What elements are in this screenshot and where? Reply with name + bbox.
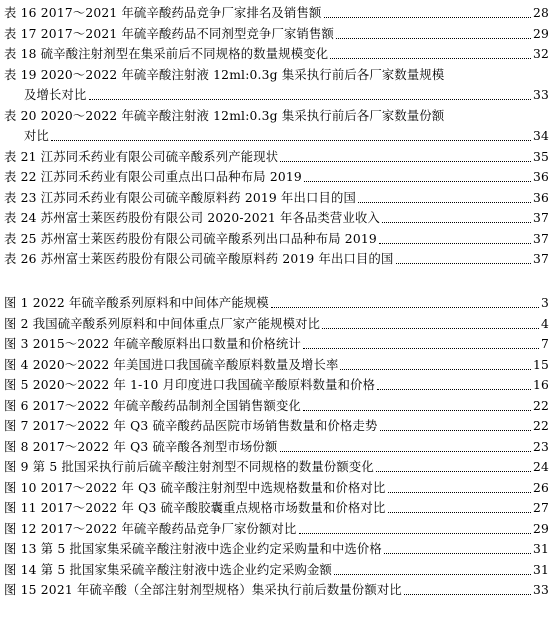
- dot-leader: [396, 263, 531, 264]
- entry-line: [4, 396, 549, 416]
- entry-line: [4, 293, 549, 313]
- entry-label: 表: [4, 67, 17, 82]
- page-number: 31: [532, 562, 549, 577]
- entry-title: [4, 355, 338, 375]
- entry-text: 8 2017～2022 年 Q3 硫辛酸各剂型市场份额: [20, 439, 278, 454]
- entry-title: [4, 334, 301, 354]
- entry-label: 图: [4, 542, 17, 556]
- entry-label: 表: [4, 26, 17, 41]
- entry-line: [4, 3, 549, 23]
- page-number: 33: [532, 88, 549, 102]
- entry-title: [4, 293, 269, 313]
- entry-line: [4, 560, 549, 580]
- entry-line: [4, 24, 549, 44]
- entry-text: 1 2022 年硫辛酸系列原料和中间体产能规模: [20, 296, 269, 310]
- dot-leader: [324, 17, 531, 18]
- dot-leader: [322, 328, 539, 329]
- entry-title: [4, 457, 374, 477]
- dot-leader: [382, 222, 531, 223]
- entry-title: [4, 314, 320, 334]
- entry-label: 图: [4, 562, 17, 577]
- entry-line: [4, 478, 549, 498]
- entry-line: [4, 416, 549, 436]
- entry-text: 13 第 5 批国家集采硫辛酸注射液中选企业约定采购量和中选价格: [20, 542, 382, 556]
- entry-line: [4, 498, 549, 518]
- entry-title: [4, 580, 402, 600]
- entry-text: 24 苏州富士莱医药股份有限公司 2020-2021 年各品类营业收入: [20, 211, 380, 225]
- page-number: 37: [532, 231, 549, 246]
- entry-line: [4, 229, 549, 249]
- dot-leader: [384, 553, 531, 554]
- entry-text: 3 2015～2022 年硫辛酸原料出口数量和价格统计: [20, 337, 301, 351]
- entry-title: [4, 437, 278, 457]
- entry-label: 图: [4, 419, 17, 433]
- entry-line-continued: [24, 126, 549, 146]
- dot-leader: [89, 99, 531, 100]
- entry-line: [4, 457, 549, 477]
- dot-leader: [303, 410, 531, 411]
- entry-label: 表: [4, 47, 17, 61]
- entry-title: [4, 65, 444, 85]
- entry-label: 表: [4, 190, 17, 205]
- dot-leader: [358, 202, 531, 203]
- dot-leader: [388, 492, 531, 493]
- page-number: 3: [540, 296, 549, 310]
- page-number: 34: [532, 129, 549, 143]
- entry-text: 2 我国硫辛酸系列原料和中间体重点厂家产能规模对比: [20, 316, 321, 331]
- page-number: 22: [532, 419, 549, 433]
- entry-title: [4, 396, 301, 416]
- entry-text: 7 2017～2022 年 Q3 硫辛酸药品医院市场销售数量和价格走势: [20, 419, 378, 433]
- page-number: 37: [532, 252, 549, 266]
- entry-label: 表: [4, 6, 17, 20]
- entry-line: [4, 208, 549, 228]
- entry-label: 图: [4, 296, 17, 310]
- entry-label: 图: [4, 480, 17, 495]
- entry-text: 18 硫辛酸注射剂型在集采前后不同规格的数量规模变化: [20, 47, 329, 61]
- dot-leader: [404, 594, 531, 595]
- dot-leader: [280, 161, 531, 162]
- entry-line: [4, 334, 549, 354]
- entry-title: [4, 416, 378, 436]
- dot-leader: [299, 533, 531, 534]
- dot-leader: [334, 574, 531, 575]
- entry-line: [4, 539, 549, 559]
- entry-text: 25 苏州富士莱医药股份有限公司硫辛酸系列出口品种布局 2019: [20, 231, 377, 246]
- entry-title: [4, 229, 377, 249]
- entry-line: [4, 44, 549, 64]
- entry-title: [4, 167, 302, 187]
- entry-title: [4, 498, 386, 518]
- page-number: 15: [532, 357, 549, 372]
- entry-text: 21 江苏同禾药业有限公司硫辛酸系列产能现状: [20, 149, 279, 164]
- entry-text: 14 第 5 批国家集采硫辛酸注射液中选企业约定采购金额: [20, 562, 332, 577]
- page-number: 24: [532, 460, 549, 474]
- entry-title: [4, 375, 375, 395]
- entry-label: 表: [4, 211, 17, 225]
- dot-leader: [377, 389, 531, 390]
- page-number: 23: [532, 439, 549, 454]
- entry-text: 12 2017～2022 年硫辛酸药品竞争厂家份额对比: [20, 521, 297, 536]
- dot-leader: [379, 243, 531, 244]
- entry-label: 表: [4, 231, 17, 246]
- entry-text: 26 苏州富士莱医药股份有限公司硫辛酸原料药 2019 年出口目的国: [20, 252, 394, 266]
- entry-text: 6 2017～2022 年硫辛酸药品制剂全国销售额变化: [20, 398, 301, 413]
- entry-text: 4 2020～2022 年美国进口我国硫辛酸原料数量及增长率: [20, 357, 339, 372]
- entry-title: [4, 208, 380, 228]
- entry-line: [4, 375, 549, 395]
- entry-title: [4, 249, 394, 269]
- entry-title: [4, 3, 322, 23]
- entry-text: 20 2020～2022 年硫辛酸注射液 12ml:0.3g 集采执行前后各厂家数量份额: [20, 108, 445, 123]
- entry-line: [4, 314, 549, 334]
- page-number: 22: [532, 398, 549, 413]
- entry-line: [4, 147, 549, 167]
- entry-text-continued: 对比: [24, 129, 49, 143]
- entry-title: [4, 539, 382, 559]
- page-number: 31: [532, 542, 549, 556]
- entry-text: 5 2020～2022 年 1-10 月印度进口我国硫辛酸原料数量和价格: [20, 378, 376, 392]
- entry-label: 图: [4, 501, 17, 515]
- dot-leader: [330, 58, 531, 59]
- entry-label: 图: [4, 357, 17, 372]
- entry-title: [4, 106, 444, 126]
- entry-line: [4, 106, 549, 126]
- page-number: 37: [532, 211, 549, 225]
- page-number: 27: [532, 501, 549, 515]
- entry-label: 图: [4, 316, 17, 331]
- entry-line: [4, 355, 549, 375]
- entry-text: 19 2020～2022 年硫辛酸注射液 12ml:0.3g 集采执行前后各厂家数量规模: [20, 67, 445, 82]
- entry-line: [4, 437, 549, 457]
- entry-label: 图: [4, 337, 17, 351]
- dot-leader: [388, 512, 531, 513]
- entry-label: 图: [4, 583, 17, 597]
- page-number: 36: [532, 170, 549, 184]
- entry-text: 10 2017～2022 年 Q3 硫辛酸注射剂型中选规格数量和价格对比: [20, 480, 386, 495]
- page-number: 28: [532, 6, 549, 20]
- entry-title: [4, 478, 386, 498]
- dot-leader: [303, 348, 539, 349]
- dot-leader: [280, 451, 531, 452]
- entry-line: [4, 580, 549, 600]
- entry-title: [4, 44, 328, 64]
- page-number: 36: [532, 190, 549, 205]
- entry-label: 图: [4, 378, 17, 392]
- entry-label: 表: [4, 149, 17, 164]
- entry-label: 表: [4, 108, 17, 123]
- page-number: 35: [532, 149, 549, 164]
- page-number: 32: [532, 47, 549, 61]
- entry-title: [4, 560, 332, 580]
- entry-title: [4, 147, 278, 167]
- entry-text: 16 2017～2021 年硫辛酸药品竞争厂家排名及销售额: [20, 6, 322, 20]
- entry-text: 9 第 5 批国采执行前后硫辛酸注射剂型不同规格的数量份额变化: [20, 460, 374, 474]
- page-number: 26: [532, 480, 549, 495]
- entry-title: [4, 24, 334, 44]
- dot-leader: [304, 181, 531, 182]
- entry-title: [4, 519, 297, 539]
- entry-label: 图: [4, 521, 17, 536]
- dot-leader: [380, 430, 531, 431]
- entry-line: [4, 65, 549, 85]
- dot-leader: [340, 369, 530, 370]
- entry-text-continued: 及增长对比: [24, 88, 87, 102]
- entry-label: 图: [4, 439, 17, 454]
- page-number: 7: [540, 337, 549, 351]
- dot-leader: [271, 307, 539, 308]
- entry-text: 17 2017～2021 年硫辛酸药品不同剂型竞争厂家销售额: [20, 26, 335, 41]
- entry-title: [4, 188, 356, 208]
- entry-label: 图: [4, 460, 17, 474]
- entry-label: 图: [4, 398, 17, 413]
- entry-label: 表: [4, 170, 17, 184]
- entry-line: [4, 249, 549, 269]
- page-number: 29: [532, 26, 549, 41]
- dot-leader: [376, 471, 531, 472]
- entry-label: 表: [4, 252, 17, 266]
- page-number: 29: [532, 521, 549, 536]
- dot-leader: [51, 140, 531, 141]
- entry-text: 11 2017～2022 年 Q3 硫辛酸胶囊重点规格市场数量和价格对比: [20, 501, 386, 515]
- entry-text: 22 江苏同禾药业有限公司重点出口品种布局 2019: [20, 170, 302, 184]
- entry-text: 23 江苏同禾药业有限公司硫辛酸原料药 2019 年出口目的国: [20, 190, 357, 205]
- page-number: 33: [532, 583, 549, 597]
- page-number: 4: [540, 316, 549, 331]
- entry-line: [4, 188, 549, 208]
- entry-line-continued: [24, 85, 549, 105]
- entry-text: 15 2021 年硫辛酸（全部注射剂型规格）集采执行前后数量份额对比: [20, 583, 402, 597]
- dot-leader: [336, 38, 531, 39]
- entry-line: [4, 167, 549, 187]
- entry-line: [4, 519, 549, 539]
- page-number: 16: [532, 378, 549, 392]
